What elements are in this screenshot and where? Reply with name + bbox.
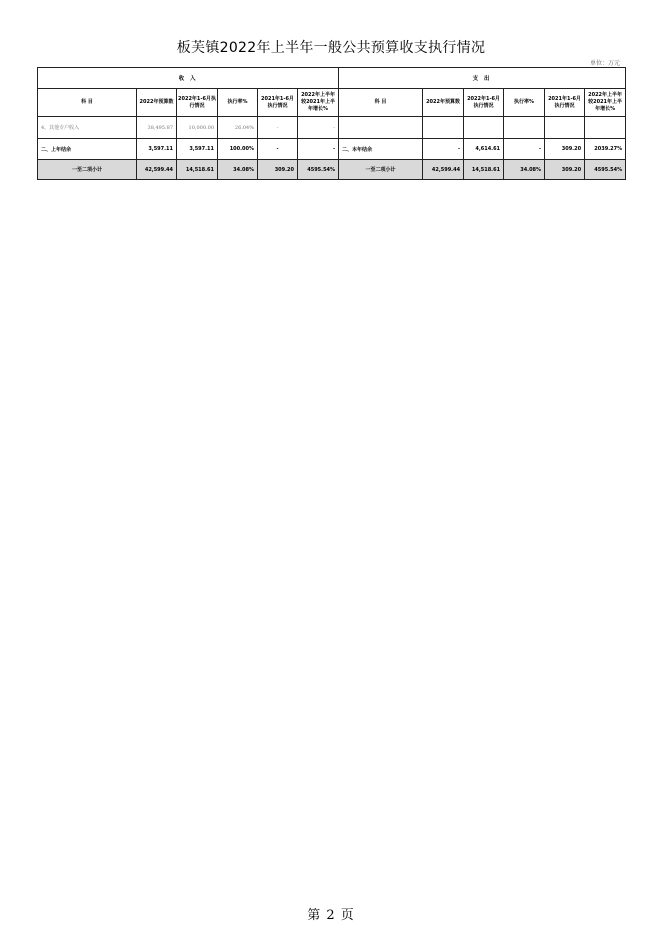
expense-section-title: 支 出 [339,68,626,89]
row-label: 二、上年结余 [38,139,137,160]
row-label: 一至二项小计 [38,160,137,180]
table-cell: 3,597.11 [177,139,218,160]
row-label [339,117,423,139]
table-cell: 42,599.44 [423,160,464,180]
table-cell: 14,518.61 [464,160,504,180]
col-header: 2021年1-6月执行情况 [545,89,585,117]
col-header: 执行率% [504,89,545,117]
table-cell: 309.20 [258,160,298,180]
table-row [38,139,626,160]
table-cell: 309.20 [545,160,585,180]
col-header: 2022年预算数 [423,89,464,117]
table-cell: - [258,117,298,139]
row-label: 二、本年结余 [339,139,423,160]
table-cell [504,117,545,139]
page-number: 第 2 页 [307,908,355,923]
table-cell: 34.08% [504,160,545,180]
col-header: 科 目 [339,89,423,117]
table-cell: 26.04% [218,117,258,139]
table-cell [464,117,504,139]
unit-label: 单位：万元 [589,60,620,67]
col-header: 2022年上半年较2021年上半年增长% [585,89,626,117]
table-cell: 4595.54% [298,160,339,180]
income-section-title: 收 入 [38,68,339,89]
table-cell: 14,518.61 [177,160,218,180]
row-label: 4、其他专户收入 [38,117,137,139]
col-header: 2022年1-6月执行情况 [464,89,504,117]
section-header-row [38,68,626,89]
table-cell: - [298,139,339,160]
row-label: 一至二项小计 [339,160,423,180]
table-cell: - [298,117,339,139]
table-cell: - [423,139,464,160]
table-cell: 309.20 [545,139,585,160]
table-cell: 42,599.44 [137,160,177,180]
col-header: 科 目 [38,89,137,117]
table-cell: 2039.27% [585,139,626,160]
subtotal-row [38,160,626,180]
table-cell: 4,614.61 [464,139,504,160]
table-cell: - [504,139,545,160]
col-header: 2022年上半年较2021年上半年增长% [298,89,339,117]
col-header: 2022年预算数 [137,89,177,117]
col-header: 2021年1-6月执行情况 [258,89,298,117]
column-header-row [38,89,626,117]
page-title: 板芙镇2022年上半年一般公共预算收支执行情况 [176,40,486,56]
table-cell: 4595.54% [585,160,626,180]
table-cell: 34.08% [218,160,258,180]
table-cell: 100.00% [218,139,258,160]
col-header: 2022年1-6月执行情况 [177,89,218,117]
table-cell [585,117,626,139]
col-header: 执行率% [218,89,258,117]
table-cell: 3,597.11 [137,139,177,160]
table-row [38,117,626,139]
table-cell: - [258,139,298,160]
budget-table [37,67,626,180]
table-cell [545,117,585,139]
table-cell: 38,495.87 [137,117,177,139]
table-cell: 10,000.00 [177,117,218,139]
table-cell [423,117,464,139]
